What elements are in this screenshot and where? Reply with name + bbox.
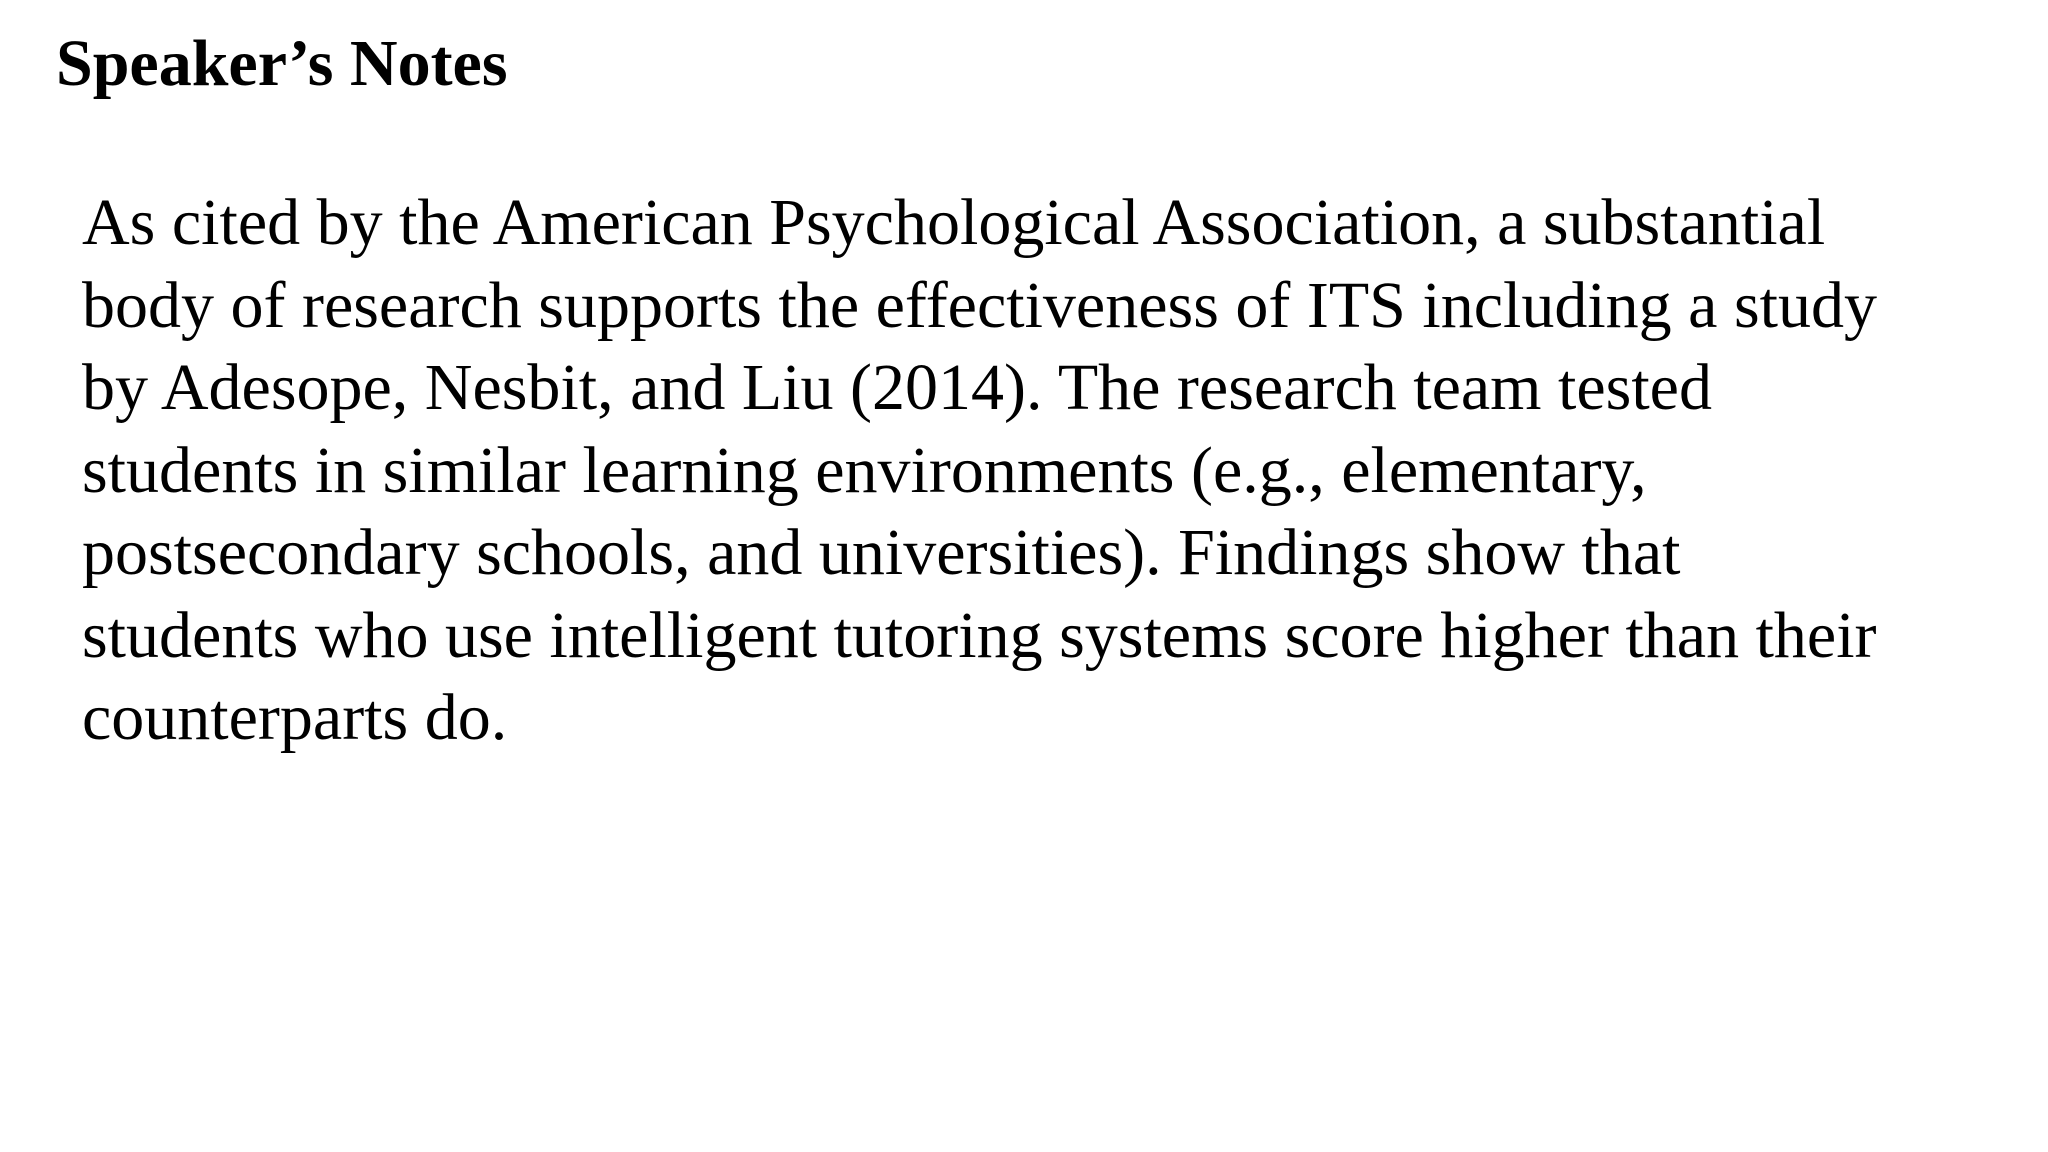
notes-line: As cited by the American Psychological Association, a substantial	[82, 186, 1826, 259]
notes-line: counterparts do.	[82, 681, 508, 754]
notes-line: by Adesope, Nesbit, and Liu (2014). The research team tested	[82, 351, 1712, 424]
speaker-notes-body	[82, 182, 1877, 760]
notes-line: postsecondary schools, and universities). Findings show that	[82, 516, 1681, 589]
notes-line: students who use intelligent tutoring systems score higher than their	[82, 598, 1877, 672]
notes-line: body of research supports the effectiveness of ITS including a study	[82, 268, 1877, 342]
speaker-notes-heading: Speaker’s Notes	[56, 27, 508, 100]
notes-line: students in similar learning environments (e.g., elementary,	[82, 433, 1647, 507]
